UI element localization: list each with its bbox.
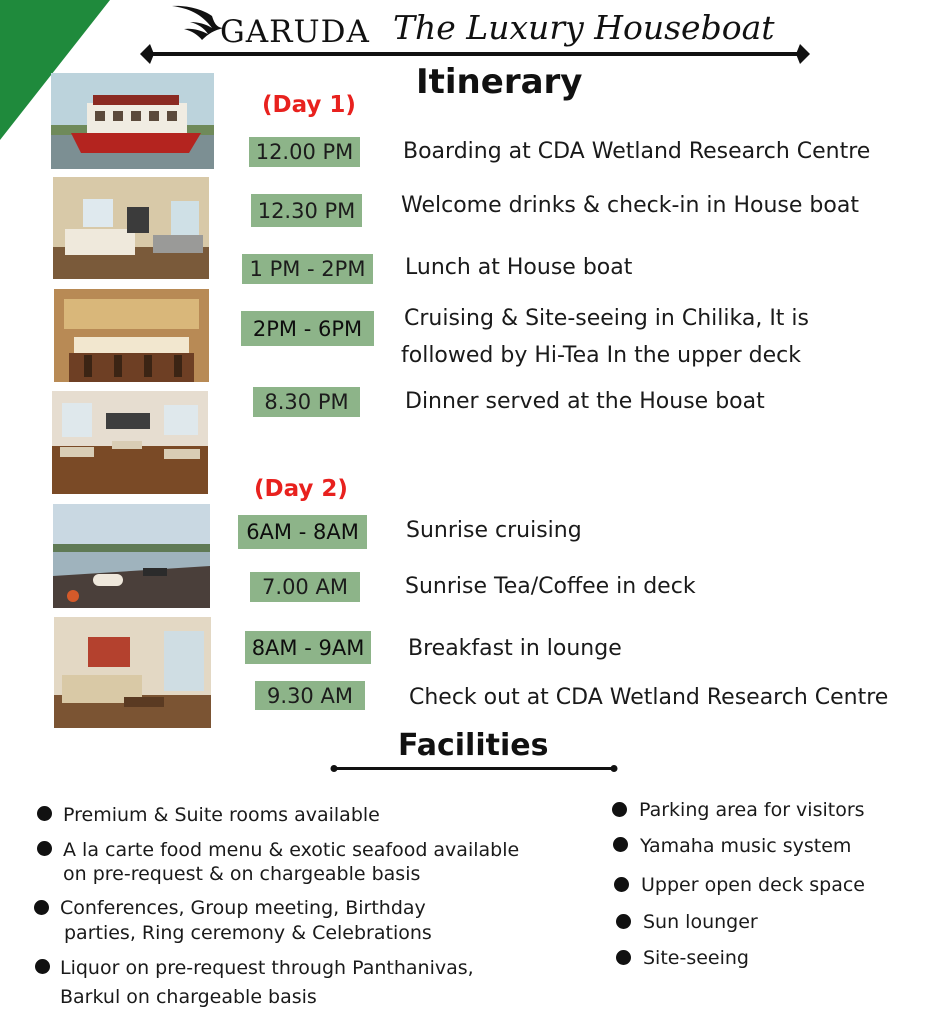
brand-tagline: The Luxury Houseboat	[393, 8, 775, 47]
bullet-icon	[614, 877, 629, 892]
time-badge: 1 PM - 2PM	[242, 254, 373, 284]
facility-item: Upper open deck space	[641, 874, 866, 896]
time-badge: 8.30 PM	[253, 387, 360, 417]
facility-item: Site-seeing	[643, 947, 749, 969]
bar-lounge-photo	[54, 289, 209, 382]
day-2-label: (Day 2)	[254, 476, 348, 502]
garuda-wing-logo	[168, 2, 228, 46]
facility-item: Yamaha music system	[640, 835, 852, 857]
time-badge: 8AM - 9AM	[245, 631, 371, 664]
bullet-icon	[616, 914, 631, 929]
activity-text: Breakfast in lounge	[408, 636, 622, 661]
bedroom-photo	[53, 177, 209, 279]
day-1-label: (Day 1)	[262, 92, 356, 118]
facilities-divider	[330, 762, 618, 774]
time-badge: 6AM - 8AM	[238, 515, 367, 549]
bullet-icon	[612, 802, 627, 817]
time-badge: 9.30 AM	[255, 681, 365, 710]
itinerary-title: Itinerary	[416, 62, 583, 102]
facility-item: Premium & Suite rooms available	[63, 804, 380, 826]
facility-item-cont: on pre-request & on chargeable basis	[63, 863, 421, 885]
facility-item: A la carte food menu & exotic seafood available	[63, 839, 520, 861]
activity-text: Welcome drinks & check-in in House boat	[401, 193, 859, 218]
facility-item: Parking area for visitors	[639, 799, 865, 821]
bullet-icon	[37, 806, 52, 821]
brand-name: GARUDA	[220, 14, 370, 50]
houseboat-exterior-photo	[51, 73, 214, 169]
time-badge: 12.30 PM	[251, 194, 362, 227]
time-badge: 7.00 AM	[250, 572, 360, 602]
time-badge: 2PM - 6PM	[241, 311, 374, 346]
dining-hall-photo	[52, 391, 208, 494]
facility-item: Conferences, Group meeting, Birthday	[60, 897, 426, 919]
activity-text: Cruising & Site-seeing in Chilika, It is	[404, 306, 810, 331]
activity-text: Sunrise Tea/Coffee in deck	[405, 574, 696, 599]
facility-item-cont: parties, Ring ceremony & Celebrations	[64, 922, 432, 944]
facility-item: Sun lounger	[643, 911, 758, 933]
bullet-icon	[35, 959, 50, 974]
facility-item: Liquor on pre-request through Panthanivas,	[60, 957, 474, 979]
bullet-icon	[37, 841, 52, 856]
bullet-icon	[616, 950, 631, 965]
facilities-title: Facilities	[398, 728, 549, 763]
bullet-icon	[34, 900, 49, 915]
activity-text: Boarding at CDA Wetland Research Centre	[403, 139, 871, 164]
activity-text: Check out at CDA Wetland Research Centre	[409, 685, 889, 710]
activity-text: Dinner served at the House boat	[405, 389, 765, 414]
bullet-icon	[613, 837, 628, 852]
activity-text: followed by Hi-Tea In the upper deck	[401, 343, 801, 368]
facility-item-cont: Barkul on chargeable basis	[60, 986, 317, 1008]
time-badge: 12.00 PM	[249, 137, 360, 167]
sundeck-photo	[53, 504, 210, 608]
activity-text: Lunch at House boat	[405, 255, 633, 280]
living-room-photo	[54, 617, 211, 728]
activity-text: Sunrise cruising	[406, 518, 582, 543]
